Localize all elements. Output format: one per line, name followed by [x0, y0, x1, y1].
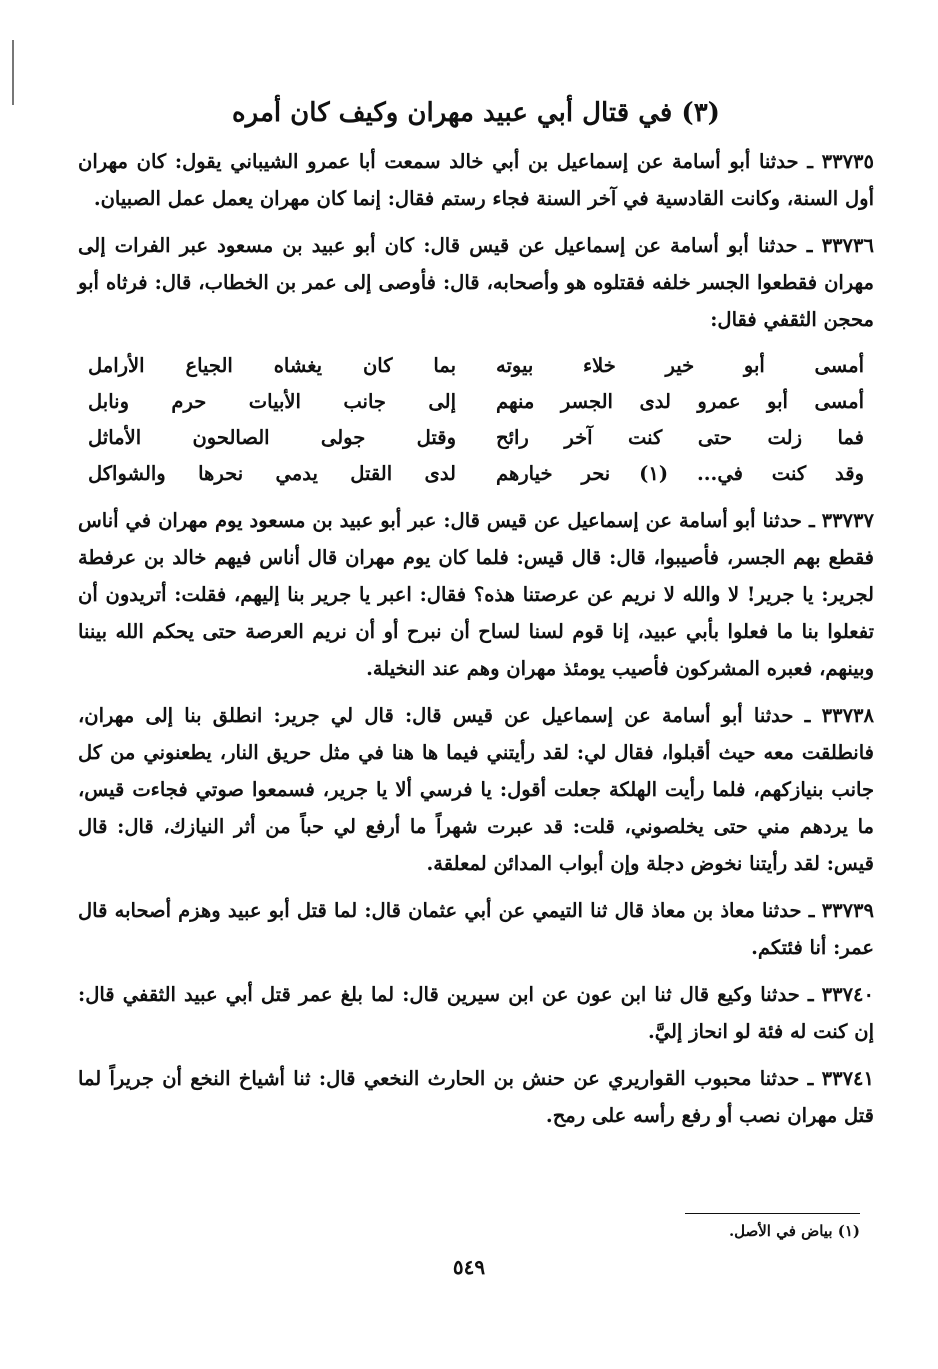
poem-hemistich-second: لدى القتل يدمي نحرها والشواكل	[88, 462, 456, 486]
poem-hemistich-second: بما كان يغشاه الجياع الأرامل	[88, 354, 456, 378]
hadith-number: ٣٣٧٣٦	[821, 234, 874, 258]
hadith-number: ٣٣٧٣٥	[821, 150, 874, 174]
hadith-number: ٣٣٧٣٨	[821, 704, 874, 728]
poem-hemistich-second: إلى جانب الأبيات حرم ونابل	[88, 390, 456, 414]
poem-hemistich-second: وقتل جولى الصالحون الأماثل	[88, 426, 456, 450]
hadith-paragraph	[78, 502, 874, 687]
hadith-paragraph	[78, 697, 874, 882]
hadith-text: ـ حدثنا وكيع قال ثنا ابن عون عن ابن سيرين قال: لما بلغ عمر قتل أبي عبيد الثقفي قال: إن كنت له فئة لو انحاز إليَّ.	[78, 983, 874, 1044]
poem-hemistich-first: أمسى أبو خير خلاء بيوته	[496, 354, 864, 378]
page-body	[78, 95, 874, 1335]
poem-hemistich-first: أمسى أبو عمرو لدى الجسر منهم	[496, 390, 864, 414]
page-number: ٥٤٩	[452, 1255, 486, 1279]
footnote-divider	[685, 1213, 860, 1214]
hadith-number: ٣٣٧٤٠	[821, 983, 874, 1007]
hadith-text: ـ حدثنا أبو أسامة عن إسماعيل عن قيس قال: عبر أبو عبيد بن مسعود يوم مهران في أناس فقطع بهم الجسر، فأصيبوا، قال: قال قيس: فلما كان يوم مهران قال أناس فيهم خالد بن عرفطة لجرير: يا جرير! لا والله لا نريم عن عرصتنا هذه؟ فقال: اعبر يا جرير بنا إليهم، فقلت: أتريدون أن تفعلوا بنا ما فعلوا بأبي عبيد، إنا قوم لسنا لساح أن نبرح أو أن نريم العرصة حتى يحكم الله بيننا وبينهم، فعبره المشركون فأصيب يومئذ مهران وهم عند النخيلة.	[78, 509, 874, 681]
hadith-text: ـ حدثنا أبو أسامة عن إسماعيل بن أبي خالد سمعت أبا عمرو الشيباني يقول: كان مهران أول السنة، وكانت القادسية في آخر السنة فجاء رستم فقال: إنما كان مهران يعمل عمل الصبيان.	[78, 150, 874, 211]
hadith-text: ـ حدثنا محبوب القواريري عن حنش بن الحارث النخعي قال: ثنا أشياخ النخع أن جريراً لما قتل مهران نصب أو رفع رأسه على رمح.	[78, 1067, 874, 1128]
hadith-number: ٣٣٧٣٩	[821, 899, 874, 923]
hadith-text: ـ حدثنا أبو أسامة عن إسماعيل عن قيس قال: كان أبو عبيد بن مسعود عبر الفرات إلى مهران فقطعوا الجسر خلفه فقتلوه هو وأصحابه، قال: فأوصى إلى عمر بن الخطاب، قال: فرثاه أبو محجن الثقفي فقال:	[78, 234, 874, 332]
hadith-paragraph	[78, 976, 874, 1050]
scan-edge-mark	[12, 40, 14, 105]
poem	[78, 348, 874, 492]
hadith-text: ـ حدثنا أبو أسامة عن إسماعيل عن قيس قال: قال لي جرير: انطلق بنا إلى مهران، فانطلقت معه حيث أقبلوا، فقال لي: لقد رأيتني فيما ها هنا في مثل حريق النار، يطعنوني من كل جانب بنيازكهم، فلما رأيت الهلكة جعلت أقول: يا فرسي ألا يا جرير، فسمعوا صوتي فجاءت قيس، ما يردهم مني حتى يخلصوني، قلت: قد عبرت شهراً ما أرفع لي حباً من أثر النيازك، قال: قال قيس: لقد رأيتنا نخوض دجلة وإن أبواب المدائن لمعلقة.	[78, 704, 874, 876]
hadith-number: ٣٣٧٣٧	[821, 509, 874, 533]
hadith-paragraph	[78, 227, 874, 338]
hadith-text: ـ حدثنا معاذ بن معاذ قال ثنا التيمي عن أبي عثمان قال: لما قتل أبو عبيد وهزم أصحابه قال عمر: أنا فئتكم.	[78, 899, 874, 960]
poem-hemistich-first: وقد كنت في... (١) نحر خيارهم	[496, 462, 864, 486]
hadith-paragraph	[78, 1060, 874, 1134]
poem-hemistich-first: فما زلت حتى كنت آخر رائح	[496, 426, 864, 450]
chapter-heading: (٣) في قتال أبي عبيد مهران وكيف كان أمره	[232, 98, 720, 128]
footnote: (١) بياض في الأصل.	[728, 1222, 860, 1240]
hadith-number: ٣٣٧٤١	[821, 1067, 874, 1091]
hadith-paragraph	[78, 892, 874, 966]
hadith-paragraph	[78, 143, 874, 217]
